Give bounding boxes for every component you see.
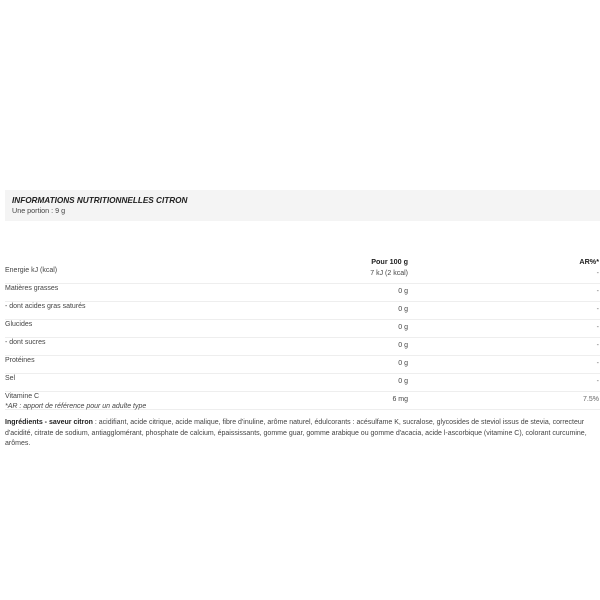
serving-size: Une portion : 9 g bbox=[12, 206, 66, 215]
nutrient-name: - dont acides gras saturés bbox=[5, 303, 86, 310]
table-row bbox=[5, 356, 600, 374]
nutrient-value: 0 g bbox=[398, 324, 408, 331]
nutrient-name: Vitamine C bbox=[5, 393, 40, 400]
nutrition-title: INFORMATIONS NUTRITIONNELLES CITRON bbox=[12, 196, 188, 205]
nutrient-name: Sel bbox=[5, 375, 16, 382]
table-row bbox=[5, 266, 600, 284]
nutrient-ar: - bbox=[596, 360, 599, 367]
nutrient-name: Energie kJ (kcal) bbox=[5, 267, 58, 274]
nutrient-name: Glucides bbox=[5, 321, 33, 328]
nutrient-value: 0 g bbox=[398, 306, 408, 313]
nutrient-name: Protéines bbox=[5, 357, 35, 364]
column-header-ar: AR%* bbox=[579, 257, 599, 266]
nutrient-value: 0 g bbox=[398, 360, 408, 367]
nutrition-header bbox=[5, 190, 600, 221]
ar-footnote: *AR : apport de référence pour un adulte type bbox=[5, 403, 147, 410]
table-row bbox=[5, 320, 600, 338]
table-row bbox=[5, 374, 600, 392]
nutrient-ar: - bbox=[596, 342, 599, 349]
ingredients-label: Ingrédients - saveur citron bbox=[5, 419, 93, 426]
nutrition-rows bbox=[5, 266, 600, 410]
table-row bbox=[5, 284, 600, 302]
column-header-per-100g: Pour 100 g bbox=[371, 257, 408, 266]
nutrient-ar: - bbox=[596, 270, 599, 277]
nutrient-value: 0 g bbox=[398, 342, 408, 349]
nutrient-ar: - bbox=[596, 306, 599, 313]
nutrient-value: 7 kJ (2 kcal) bbox=[370, 270, 408, 277]
table-row bbox=[5, 338, 600, 356]
nutrient-name: Matières grasses bbox=[5, 285, 59, 292]
nutrient-value: 0 g bbox=[398, 378, 408, 385]
nutrient-ar: 7.5% bbox=[583, 396, 599, 403]
ingredients-text: : acidifiant, acide citrique, acide malique, fibre d'inuline, arôme naturel, édulcorants : acésulfame K, sucralose, glycosides de steviol issus de stevia, correcteur d'acidité, citrate de sodium, antiagglomérant, phosphate de calcium, épaississants, gomme guar, gomme arabique ou gomme d'acacia, acide l-ascorbique (vitamine C), colorant curcumine, arômes. bbox=[5, 419, 587, 447]
ingredients-block bbox=[5, 418, 600, 450]
nutrient-name: - dont sucres bbox=[5, 339, 46, 346]
nutrient-ar: - bbox=[596, 378, 599, 385]
nutrient-ar: - bbox=[596, 288, 599, 295]
nutrient-ar: - bbox=[596, 324, 599, 331]
nutrient-value: 0 g bbox=[398, 288, 408, 295]
nutrition-panel bbox=[5, 190, 600, 447]
table-row bbox=[5, 302, 600, 320]
table-header bbox=[5, 221, 600, 266]
nutrient-value: 6 mg bbox=[392, 396, 408, 403]
